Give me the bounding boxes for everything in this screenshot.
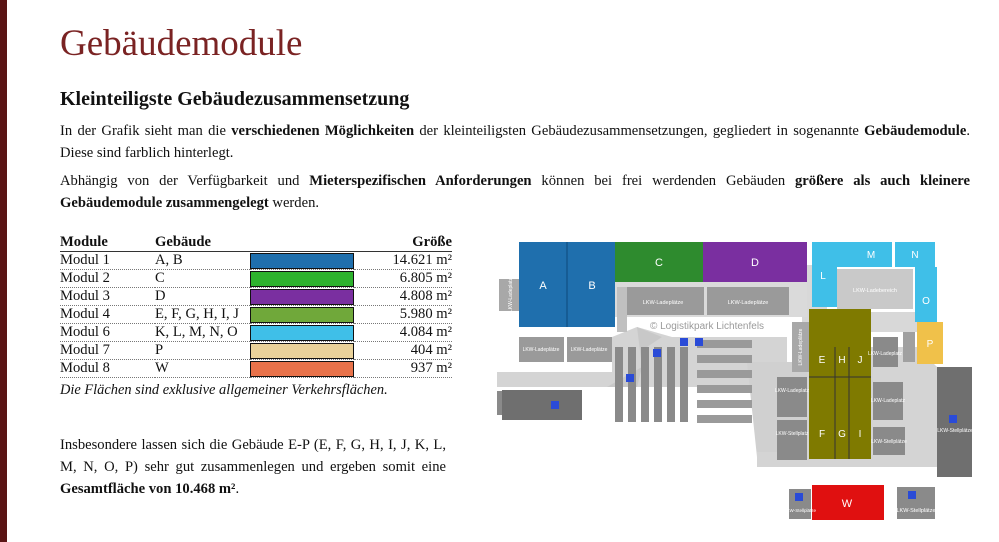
table-row bbox=[60, 324, 452, 342]
map-label: LKW-Stellplatz bbox=[775, 431, 809, 437]
building-label: J bbox=[857, 355, 863, 366]
parking-row bbox=[641, 347, 649, 422]
building-m bbox=[837, 242, 892, 267]
color-swatch bbox=[250, 325, 354, 341]
map-label: LKW-Ladeplatz bbox=[774, 388, 810, 394]
building-label: P bbox=[926, 339, 934, 350]
cell-module: Modul 3 bbox=[60, 288, 155, 306]
table-row bbox=[60, 288, 452, 306]
color-swatch bbox=[250, 343, 354, 359]
building-label: C bbox=[655, 257, 663, 269]
table-row bbox=[60, 252, 452, 270]
loading-area bbox=[777, 420, 807, 460]
color-swatch bbox=[250, 361, 354, 377]
cell-module: Modul 7 bbox=[60, 342, 155, 360]
building-label: I bbox=[858, 429, 862, 440]
cell-module: Modul 4 bbox=[60, 306, 155, 324]
intro-paragraph-1 bbox=[60, 120, 970, 164]
table-row bbox=[60, 360, 452, 378]
intro-paragraph-2 bbox=[60, 170, 970, 214]
text: Abhängig von der Verfügbarkeit und bbox=[60, 173, 310, 189]
cell-groesse: 14.621 m² bbox=[354, 252, 452, 270]
cell-groesse: 937 m² bbox=[354, 360, 452, 378]
parking-icon bbox=[680, 338, 688, 346]
cell-groesse: 4.808 m² bbox=[354, 288, 452, 306]
hatched-area bbox=[617, 287, 627, 332]
map-label: LKW-Ladeplatz bbox=[870, 398, 906, 404]
cell-groesse: 404 m² bbox=[354, 342, 452, 360]
cell-module: Modul 6 bbox=[60, 324, 155, 342]
site-plan-map bbox=[497, 237, 977, 527]
header-gebaeude: Gebäude bbox=[155, 234, 250, 252]
color-swatch bbox=[250, 289, 354, 305]
building-label: B bbox=[588, 280, 596, 292]
map-label: LKW-Ladeplätze bbox=[642, 300, 684, 306]
summary-paragraph bbox=[60, 434, 446, 500]
text: . Diese sind farblich hinterlegt. bbox=[60, 123, 970, 161]
cell-groesse: 5.980 m² bbox=[354, 306, 452, 324]
table-row bbox=[60, 306, 452, 324]
color-swatch bbox=[250, 271, 354, 287]
building-label: M bbox=[866, 250, 876, 261]
header-module: Module bbox=[60, 234, 155, 252]
left-accent-bar bbox=[0, 0, 7, 542]
parking-icon bbox=[695, 338, 703, 346]
cell-module: Modul 2 bbox=[60, 270, 155, 288]
map-label: LKW-Stellplätze bbox=[871, 439, 907, 445]
building-label: G bbox=[838, 429, 846, 440]
text: werden. bbox=[268, 195, 320, 211]
building-label: A bbox=[539, 280, 547, 292]
building-o bbox=[915, 267, 937, 322]
parking-row bbox=[680, 347, 688, 422]
table-row bbox=[60, 270, 452, 288]
color-swatch bbox=[250, 253, 354, 269]
loading-area bbox=[777, 377, 807, 417]
text: In der Grafik sieht man die bbox=[60, 123, 232, 139]
watermark: © Logistikpark Lichtenfels bbox=[649, 321, 765, 332]
map-label: LKW-Ladeplätze bbox=[798, 328, 804, 366]
cell-color bbox=[250, 324, 354, 342]
parking-icon bbox=[908, 491, 916, 499]
building-label: E bbox=[818, 355, 826, 366]
color-swatch bbox=[250, 307, 354, 323]
bold-text: Gebäudemodule bbox=[864, 123, 967, 139]
cell-gebaeude: P bbox=[155, 342, 250, 360]
text: Insbesondere lassen sich die Gebäude E-P (E, F, G, H, I, J, K, L, M, N, O, P) sehr gut zusammenlegen und ergeben somit eine bbox=[60, 437, 446, 475]
cell-color bbox=[250, 270, 354, 288]
text: der kleinteiligsten Gebäudezusammensetzungen, gegliedert in sogenannte bbox=[414, 123, 865, 139]
parking-lot bbox=[502, 390, 582, 420]
parking-row bbox=[697, 340, 752, 348]
cell-color bbox=[250, 360, 354, 378]
parking-row bbox=[697, 400, 752, 408]
map-label: LKW-Ladeplatz bbox=[867, 351, 903, 357]
cell-gebaeude: E, F, G, H, I, J bbox=[155, 306, 250, 324]
table-row bbox=[60, 342, 452, 360]
building-label: H bbox=[838, 355, 846, 366]
parking-row bbox=[697, 370, 752, 378]
header-color bbox=[250, 234, 354, 252]
bold-text: größere als auch kleinere Gebäudemodule zusammengelegt bbox=[60, 173, 970, 211]
building-label: D bbox=[751, 257, 759, 269]
map-label: LKW-Ladeplätze bbox=[727, 300, 769, 306]
map-label: LKW-Stellplätze bbox=[896, 508, 936, 514]
cell-color bbox=[250, 252, 354, 270]
parking-row bbox=[667, 347, 675, 422]
parking-icon bbox=[626, 374, 634, 382]
cell-gebaeude: C bbox=[155, 270, 250, 288]
parking-row bbox=[697, 355, 752, 363]
map-label: LKW-Stellplätze bbox=[784, 508, 816, 513]
bold-text: Gesamtfläche von 10.468 m² bbox=[60, 481, 236, 497]
cell-module: Modul 1 bbox=[60, 252, 155, 270]
parking-icon bbox=[653, 349, 661, 357]
cell-color bbox=[250, 342, 354, 360]
small-building bbox=[903, 332, 915, 362]
parking-icon bbox=[551, 401, 559, 409]
map-label: LKW-Ladeplatz bbox=[508, 277, 514, 313]
building-label: L bbox=[820, 271, 826, 282]
parking-row bbox=[615, 347, 623, 422]
cell-groesse: 6.805 m² bbox=[354, 270, 452, 288]
cell-color bbox=[250, 288, 354, 306]
section-subtitle: Kleinteiligste Gebäudezusammensetzung bbox=[60, 88, 410, 110]
text: können bei frei werdenden Gebäuden bbox=[531, 173, 795, 189]
building-label: F bbox=[818, 429, 826, 440]
map-label: LKW-Ladeplätze bbox=[570, 347, 608, 353]
cell-gebaeude: A, B bbox=[155, 252, 250, 270]
map-label: LKW-Stellplätze bbox=[937, 428, 973, 434]
cell-color bbox=[250, 306, 354, 324]
cell-gebaeude: D bbox=[155, 288, 250, 306]
bold-text: verschiedenen Möglichkeiten bbox=[231, 123, 415, 139]
table-header-row bbox=[60, 234, 452, 252]
cell-module: Modul 8 bbox=[60, 360, 155, 378]
header-groesse: Größe bbox=[354, 234, 452, 252]
building-label: W bbox=[841, 498, 853, 510]
text: . bbox=[235, 481, 240, 497]
table-note: Die Flächen sind exklusive allgemeiner Verkehrsflächen. bbox=[60, 382, 388, 398]
bold-text: Mieterspezifischen Anforderungen bbox=[309, 173, 532, 189]
page-title: Gebäudemodule bbox=[60, 23, 303, 64]
map-label: LKW-Ladeplätze bbox=[522, 347, 560, 353]
parking-icon bbox=[949, 415, 957, 423]
parking-row bbox=[697, 415, 752, 423]
cell-groesse: 4.084 m² bbox=[354, 324, 452, 342]
building-label: O bbox=[922, 296, 930, 307]
map-label: LKW-Ladebereich bbox=[853, 288, 897, 294]
building-label: N bbox=[911, 250, 919, 261]
cell-gebaeude: K, L, M, N, O bbox=[155, 324, 250, 342]
parking-row bbox=[654, 347, 662, 422]
parking-row bbox=[628, 347, 636, 422]
parking-icon bbox=[795, 493, 803, 501]
parking-row bbox=[697, 385, 752, 393]
cell-gebaeude: W bbox=[155, 360, 250, 378]
module-table bbox=[60, 234, 452, 378]
